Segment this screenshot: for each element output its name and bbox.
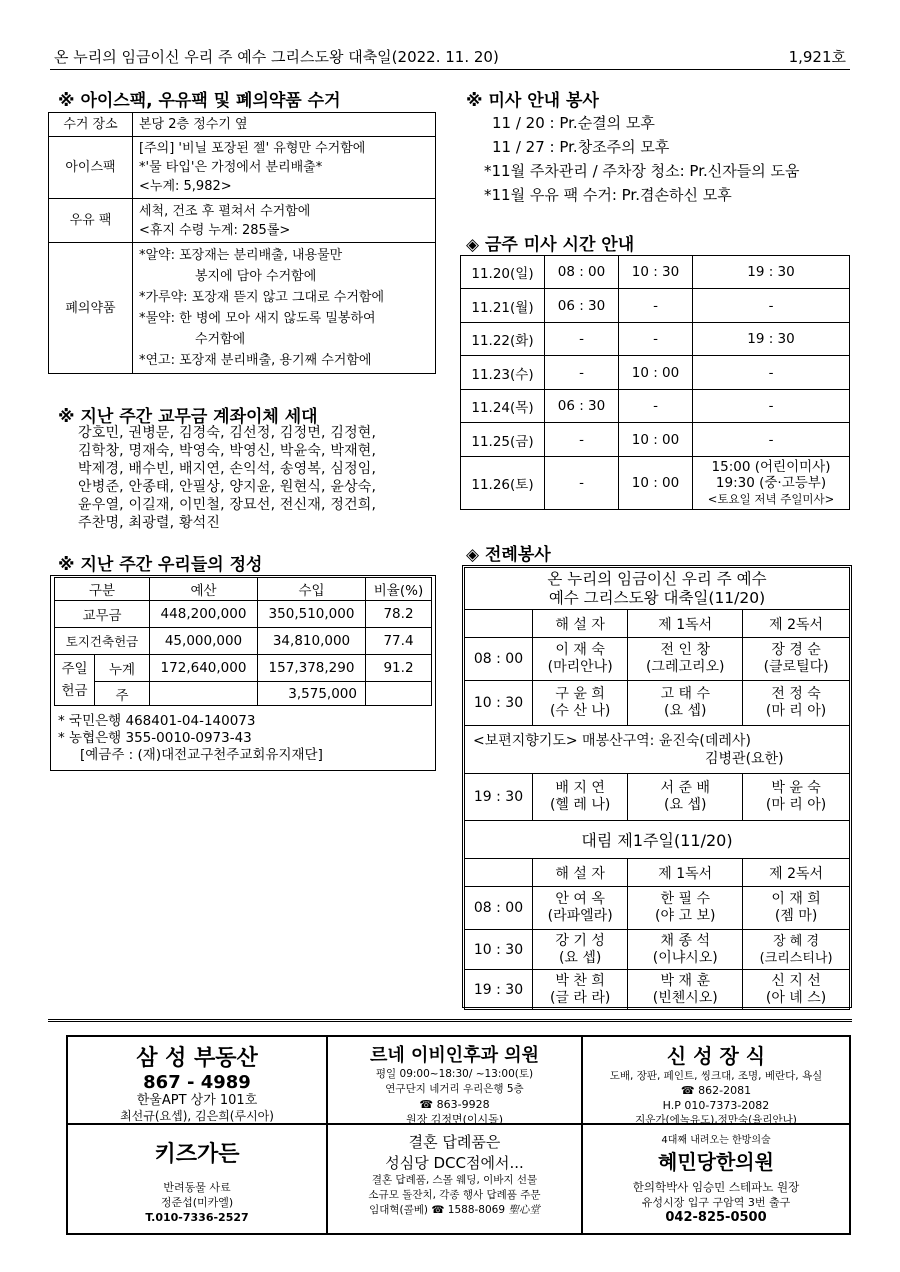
- day-cell: 11.23(수): [461, 356, 545, 390]
- reader-cell: 전 인 창 (그레고리오): [628, 638, 743, 681]
- reader-cell: 서 준 배 (요 셉): [628, 774, 743, 821]
- day-cell: 11.22(화): [461, 323, 545, 356]
- col-reading-2: 제 2독서: [743, 859, 850, 887]
- reader-cell: 박 윤 숙 (마 리 아): [743, 774, 850, 821]
- recycle-label-medicine: 폐의약품: [49, 243, 133, 374]
- col-budget: 예산: [150, 578, 258, 601]
- time-cell: 10 : 30: [619, 256, 693, 289]
- time-cell: 19 : 30: [465, 774, 533, 821]
- ad-real-estate: 삼 성 부동산 867 - 4989 한울APT 상가 101호 최선규(요셉), 김은희(루시아): [67, 1036, 327, 1124]
- recycle-value-icepack: [주의] '비닐 포장된 젤' 유형만 수거함에 *'물 타입'은 가정에서 분리배출* <누계: 5,982>: [133, 137, 436, 199]
- time-cell: -: [693, 289, 850, 323]
- row-budget: 448,200,000: [150, 601, 258, 628]
- reader-cell: 이 재 숙 (마리안나): [533, 638, 628, 681]
- issue-number: 1,921호: [788, 48, 846, 66]
- time-cell: 19 : 30: [693, 323, 850, 356]
- time-cell: -: [693, 423, 850, 457]
- day-cell: 11.20(일): [461, 256, 545, 289]
- row-income: 350,510,000: [258, 601, 366, 628]
- time-cell: -: [619, 323, 693, 356]
- reader-cell: 신 지 선 (아 녜 스): [743, 970, 850, 1010]
- week-income: 3,575,000: [258, 682, 366, 706]
- time-cell: 10 : 00: [619, 356, 693, 390]
- col-category: 구분: [55, 578, 150, 601]
- time-header: [465, 859, 533, 887]
- day-cell: 11.25(금): [461, 423, 545, 457]
- bank-accounts: * 국민은행 468401-04-140073 * 농협은행 355-0010-0973-43 [예금주 : (재)대전교구천주교회유지재단]: [58, 713, 323, 763]
- time-cell: -: [619, 289, 693, 323]
- ad-ent-clinic: 르네 이비인후과 의원 평일 09:00~18:30/ ~13:00(토) 연구단지 네거리 우리은행 5층 ☎ 863-9928 원장 김정면(이시돌): [327, 1036, 582, 1124]
- cum-rate: 91.2: [366, 655, 432, 682]
- recycle-value-medicine: *알약: 포장재는 분리배출, 내용물만 봉지에 담아 수거함에 *가루약: 포장재 뜯지 않고 그대로 수거함에 *물약: 한 병에 모아 새지 않도록 밀봉하여 수거함에 *연고: 포장재 분리배출, 용기째 수거함에: [133, 243, 436, 374]
- recycle-value-place: 본당 2층 정수기 옆: [133, 113, 436, 137]
- reader-cell: 채 종 석 (이냐시오): [628, 930, 743, 970]
- reader-cell: 강 기 성 (요 셉): [533, 930, 628, 970]
- recycle-table: [48, 112, 436, 374]
- recycle-value-milk: 세척, 건조 후 펼쳐서 수거함에 <휴지 수령 누계: 285롤>: [133, 199, 436, 243]
- time-cell: -: [693, 390, 850, 423]
- time-cell: -: [545, 457, 619, 510]
- time-cell: 06 : 30: [545, 390, 619, 423]
- recycle-label-milk: 우유 팩: [49, 199, 133, 243]
- mass-times-table: [460, 255, 850, 510]
- time-cell: 08 : 00: [465, 638, 533, 681]
- time-cell: 08 : 00: [545, 256, 619, 289]
- transfer-names: 강호민, 권병문, 김경숙, 김선정, 김정면, 김정현, 김학창, 명재숙, 박영숙, 박영신, 박윤숙, 박재현, 박제경, 배수빈, 배지연, 손익석, 송영복, 심정임, 안병준, 안종태, 안필상, 양지윤, 원현식, 윤상숙, 윤우열, 이길재, 이민철, 장묘선, 전신재, 정건희, 주찬명, 최광렬, 황석진: [78, 425, 377, 531]
- sunday-offering-label: 주일 헌금: [55, 655, 95, 706]
- cum-label: 누계: [95, 655, 150, 682]
- recycle-label-icepack: 아이스팩: [49, 137, 133, 199]
- col-rate: 비율(%): [366, 578, 432, 601]
- col-commentator: 해 설 자: [533, 610, 628, 638]
- reader-cell: 박 재 훈 (빈첸시오): [628, 970, 743, 1010]
- recycle-heading: ※ 아이스팩, 우유팩 및 폐의약품 수거: [58, 91, 341, 111]
- week-label: 주: [95, 682, 150, 706]
- reader-cell: 고 태 수 (요 셉): [628, 681, 743, 726]
- sungsimdang-logo: 聖心堂: [508, 1204, 540, 1216]
- time-cell: 10 : 00: [619, 457, 693, 510]
- col-reading-1: 제 1독서: [628, 859, 743, 887]
- time-cell: 19 : 30: [693, 256, 850, 289]
- time-cell: 08 : 00: [465, 887, 533, 930]
- time-cell: 10 : 30: [465, 681, 533, 726]
- recycle-label-place: 수거 장소: [49, 113, 133, 137]
- liturgy-title-2: 대림 제1주일(11/20): [465, 821, 850, 859]
- col-reading-2: 제 2독서: [743, 610, 850, 638]
- row-rate: 77.4: [366, 628, 432, 655]
- ad-oriental-clinic: 4대째 내려오는 한방의술 혜민당한의원 한의학박사 임승민 스테파노 원장 유성시장 입구 구암역 3번 출구 042-825-0500: [582, 1124, 850, 1234]
- day-cell: 11.21(월): [461, 289, 545, 323]
- day-cell: 11.24(목): [461, 390, 545, 423]
- cum-income: 157,378,290: [258, 655, 366, 682]
- ads-divider: [48, 1019, 852, 1022]
- reader-cell: 박 찬 희 (글 라 라): [533, 970, 628, 1010]
- reader-cell: 배 지 연 (헬 레 나): [533, 774, 628, 821]
- week-rate: [366, 682, 432, 706]
- row-income: 34,810,000: [258, 628, 366, 655]
- time-cell: -: [545, 423, 619, 457]
- offering-table: [54, 577, 432, 706]
- page-header: [50, 40, 850, 70]
- reader-cell: 구 윤 희 (수 산 나): [533, 681, 628, 726]
- week-budget: [150, 682, 258, 706]
- ad-kids-garden: 키즈가든 반려동물 사료 정준섭(미카엘) T.010-7336-2527: [67, 1124, 327, 1234]
- offering-heading: ※ 지난 주간 우리들의 정성: [58, 555, 263, 575]
- time-cell: -: [693, 356, 850, 390]
- row-budget: 45,000,000: [150, 628, 258, 655]
- saturday-evening-cell: 15:00 (어린이미사) 19:30 (중·고등부) <토요일 저녁 주일미사>: [693, 457, 850, 510]
- cum-budget: 172,640,000: [150, 655, 258, 682]
- time-header: [465, 610, 533, 638]
- row-name: 토지건축헌금: [55, 628, 150, 655]
- time-cell: -: [619, 390, 693, 423]
- time-cell: 19 : 30: [465, 970, 533, 1010]
- transfer-heading: ※ 지난 주간 교무금 계좌이체 세대: [58, 407, 318, 427]
- time-cell: 10 : 30: [465, 930, 533, 970]
- col-commentator: 해 설 자: [533, 859, 628, 887]
- row-rate: 78.2: [366, 601, 432, 628]
- time-cell: -: [545, 323, 619, 356]
- mass-service-list: 11 / 20 : Pr.순결의 모후 11 / 27 : Pr.창조주의 모후 *11월 주차관리 / 주차장 청소: Pr.신자들의 도움 *11월 우유 팩 수거: Pr.겸손하신 모후: [484, 114, 800, 204]
- ads-panel: [66, 1035, 851, 1235]
- day-cell: 11.26(토): [461, 457, 545, 510]
- mass-times-heading: ◈ 금주 미사 시간 안내: [466, 235, 635, 255]
- row-name: 교무금: [55, 601, 150, 628]
- reader-cell: 이 재 희 (젬 마): [743, 887, 850, 930]
- reader-cell: 전 정 숙 (마 리 아): [743, 681, 850, 726]
- ad-sungsimdang: 결혼 답례품은 성심당 DCC점에서... 결혼 답례품, 스몰 웨딩, 이바지 선물 소규모 돌잔치, 각종 행사 답례품 주문 임대혁(콜베) ☎ 1588-8069 聖心堂: [327, 1124, 582, 1234]
- col-reading-1: 제 1독서: [628, 610, 743, 638]
- liturgy-title-1: 온 누리의 임금이신 우리 주 예수 예수 그리스도왕 대축일(11/20): [465, 568, 850, 610]
- reader-cell: 한 필 수 (야 고 보): [628, 887, 743, 930]
- liturgy-heading: ◈ 전례봉사: [466, 545, 551, 565]
- time-cell: 06 : 30: [545, 289, 619, 323]
- time-cell: 10 : 00: [619, 423, 693, 457]
- prayer-row: <보편지향기도> 매봉산구역: 윤진숙(데레사) 김병관(요한): [465, 726, 850, 774]
- reader-cell: 안 여 옥 (라파엘라): [533, 887, 628, 930]
- time-cell: -: [545, 356, 619, 390]
- bulletin-title: 온 누리의 임금이신 우리 주 예수 그리스도왕 대축일(2022. 11. 20): [54, 48, 499, 66]
- mass-service-heading: ※ 미사 안내 봉사: [466, 91, 599, 111]
- reader-cell: 장 경 순 (클로틸다): [743, 638, 850, 681]
- col-income: 수입: [258, 578, 366, 601]
- ad-interior: 신 성 장 식 도배, 장판, 페인트, 씽크대, 조명, 베란다, 욕실 ☎ 862-2081 H.P 010-7373-2082 지운가(에녹유도),정만숙(율리안나): [582, 1036, 850, 1124]
- reader-cell: 장 혜 경 (크리스티나): [743, 930, 850, 970]
- liturgy-table: [464, 567, 850, 1010]
